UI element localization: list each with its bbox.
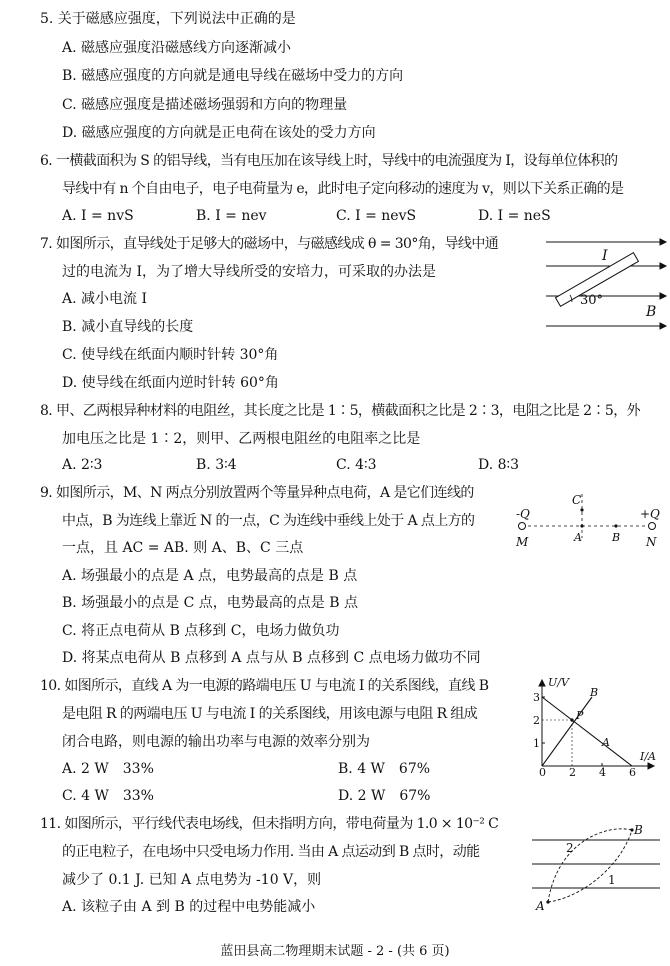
q10-stem-line3: 闭合电路，则电源的输出功率与电源的效率分别为 <box>62 734 370 750</box>
q5-option-d: D. 磁感应强度的方向就是正电荷在该处的受力方向 <box>62 125 376 141</box>
q10-y-axis-label: U/V <box>548 676 569 689</box>
q7-label-i: I <box>602 248 608 264</box>
q9-option-c: C. 将正点电荷从 B 点移到 C，电场力做负功 <box>62 623 340 639</box>
q10-point-p-label: P <box>576 709 584 722</box>
q9-label-minus-q: -Q <box>516 507 530 521</box>
q10-stem-line1: 10. 如图所示，直线 A 为一电源的路端电压 U 与电流 I 的关系图线，直线 B <box>40 678 489 694</box>
q9-label-m: M <box>516 535 529 549</box>
q10-y-tick-1: 1 <box>533 737 540 750</box>
q10-x-tick-2: 2 <box>569 766 576 779</box>
q10-y-tick-2: 2 <box>533 714 540 727</box>
q7-label-angle: 30° <box>580 293 604 308</box>
q6-option-c: C. I = nevS <box>336 208 417 224</box>
q8-option-c: C. 4∶3 <box>336 457 377 473</box>
q10-option-c: C. 4 W 33% <box>62 788 154 804</box>
q10-option-d: D. 2 W 67% <box>338 788 431 804</box>
q11-path-2-label: 2 <box>566 841 574 855</box>
q8-option-a: A. 2∶3 <box>62 457 103 473</box>
q11-stem-line2: 的正电粒子，在电场中只受电场力作用. 当由 A 点运动到 B 点时，动能 <box>62 844 480 860</box>
q7-option-a: A. 减小电流 I <box>62 291 147 307</box>
q7-stem-line2: 过的电流为 I，为了增大导线所受的安培力，可采取的办法是 <box>62 264 436 280</box>
q9-stem-line3: 一点，且 AC = AB. 则 A、B、C 三点 <box>62 540 304 556</box>
q5-stem: 5. 关于磁感应强度，下列说法中正确的是 <box>40 11 296 27</box>
q10-option-b: B. 4 W 67% <box>338 761 431 777</box>
q10-y-tick-3: 3 <box>533 691 540 704</box>
q8-stem-line1: 8. 甲、乙两根异种材料的电阻丝，其长度之比是 1∶5，横截面积之比是 2∶3，电阻之比是 2∶5，外 <box>40 403 640 419</box>
q7-option-c: C. 使导线在纸面内顺时针转 30°角 <box>62 347 279 363</box>
q10-x-tick-0: 0 <box>539 766 546 779</box>
q7-option-b: B. 减小直导线的长度 <box>62 319 194 335</box>
page-footer: 蓝田县高二物理期末试题 - 2 - (共 6 页) <box>220 944 450 959</box>
q9-label-plus-q: +Q <box>640 507 660 521</box>
q10-x-axis-label: I/A <box>640 750 656 763</box>
q6-option-a: A. I = nvS <box>62 208 134 224</box>
q9-option-b: B. 场强最小的点是 C 点，电势最高的点是 B 点 <box>62 595 358 611</box>
q11-label-a: A <box>536 899 545 913</box>
q6-stem-line2: 导线中有 n 个自由电子，电子电荷量为 e，此时电子定向移动的速度为 v，则以下关系正确的是 <box>62 181 624 197</box>
q11-option-a: A. 该粒子由 A 到 B 的过程中电势能减小 <box>62 899 316 915</box>
q11-path-1-label: 1 <box>608 873 616 887</box>
q9-label-n: N <box>646 535 657 549</box>
q6-option-b: B. I = nev <box>196 208 267 224</box>
q11-stem-line1: 11. 如图所示，平行线代表电场线，但未指明方向，带电荷量为 1.0 × 10⁻² C <box>40 816 499 832</box>
q10-x-tick-6: 6 <box>629 766 636 779</box>
q10-option-a: A. 2 W 33% <box>62 761 154 777</box>
q5-option-a: A. 磁感应强度沿磁感线方向逐渐减小 <box>62 40 292 56</box>
q10-line-a-label: A <box>602 736 610 749</box>
q10-figure <box>530 674 660 778</box>
q9-label-c: C <box>572 493 582 507</box>
q9-label-a: A <box>574 531 582 544</box>
q10-line-b-label: B <box>590 686 599 699</box>
q7-figure <box>540 236 665 336</box>
q9-label-b: B <box>612 531 621 544</box>
q9-stem-line1: 9. 如图所示，M、N 两点分别放置两个等量异种点电荷，A 是它们连线的 <box>40 485 474 501</box>
q11-figure <box>528 818 663 916</box>
q8-option-b: B. 3∶4 <box>196 457 237 473</box>
q9-stem-line2: 中点，B 为连线上靠近 N 的一点，C 为连线中垂线上处于 A 点上方的 <box>62 513 475 529</box>
q10-x-tick-4: 4 <box>599 766 606 779</box>
q8-stem-line2: 加电压之比是 1∶2，则甲、乙两根电阻丝的电阻率之比是 <box>62 431 421 447</box>
q9-figure <box>512 486 662 550</box>
q11-label-b: B <box>634 823 643 837</box>
q6-stem-line1: 6. 一横截面积为 S 的铝导线，当有电压加在该导线上时，导线中的电流强度为 I，设每单位体积的 <box>40 153 618 169</box>
q5-option-c: C. 磁感应强度是描述磁场强弱和方向的物理量 <box>62 97 348 113</box>
q6-option-d: D. I = neS <box>478 208 551 224</box>
q9-option-a: A. 场强最小的点是 A 点，电势最高的点是 B 点 <box>62 568 358 584</box>
q7-option-d: D. 使导线在纸面内逆时针转 60°角 <box>62 375 279 391</box>
q7-stem-line1: 7. 如图所示，直导线处于足够大的磁场中，与磁感线成 θ = 30°角，导线中通 <box>40 236 499 252</box>
q9-option-d: D. 将某点电荷从 B 点移到 A 点与从 B 点移到 C 点电场力做功不同 <box>62 650 481 666</box>
q11-stem-line3: 减少了 0.1 J. 已知 A 点电势为 -10 V，则 <box>62 872 322 888</box>
q10-stem-line2: 是电阻 R 的两端电压 U 与电流 I 的关系图线，用该电源与电阻 R 组成 <box>62 706 478 722</box>
q8-option-d: D. 8∶3 <box>478 457 520 473</box>
q5-option-b: B. 磁感应强度的方向就是通电导线在磁场中受力的方向 <box>62 68 404 84</box>
q7-label-b: B <box>646 304 657 320</box>
